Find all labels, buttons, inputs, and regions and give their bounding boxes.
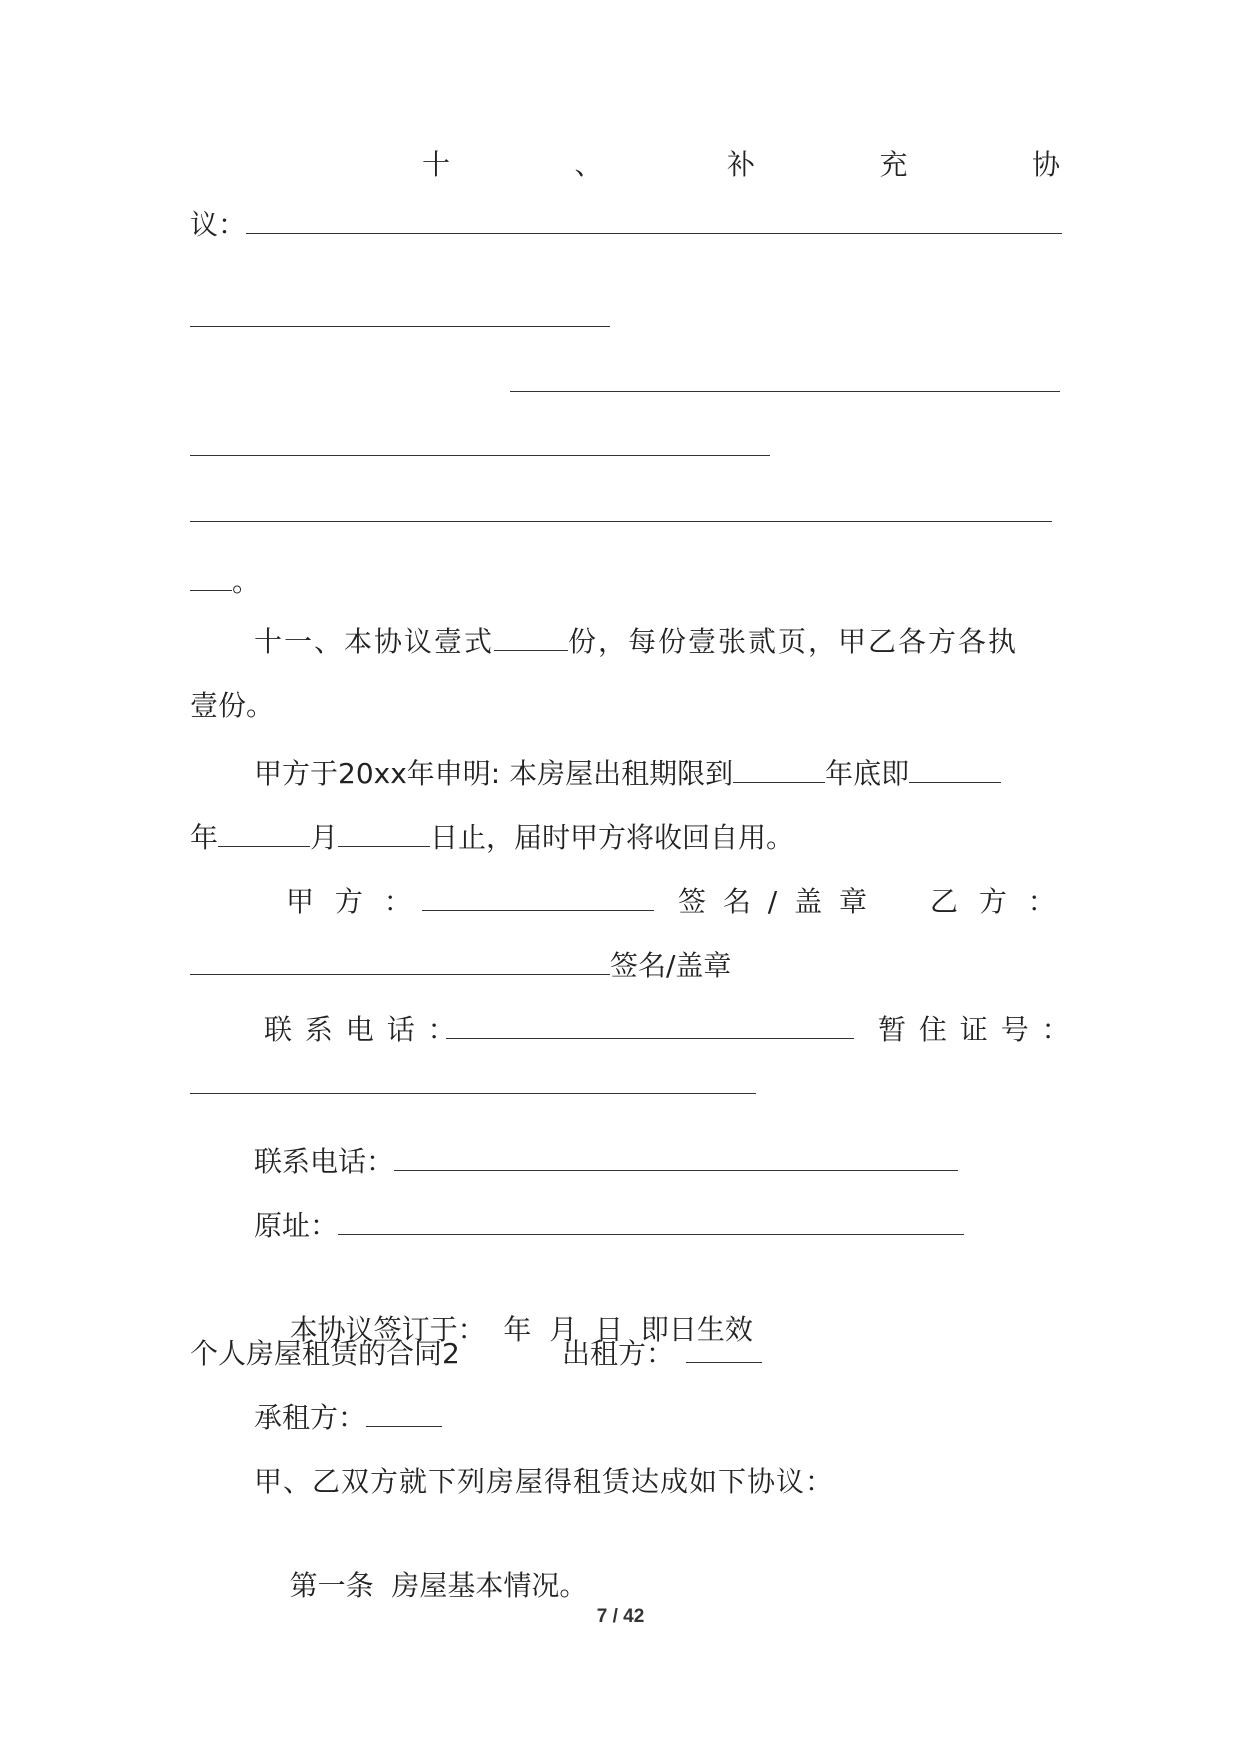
id-label: 暂 住 证 号 ： [878, 1013, 1072, 1046]
declaration-year: 年 [190, 821, 219, 854]
declaration-line-2 [190, 818, 1060, 858]
blank-line [190, 325, 610, 327]
party-signature-line [190, 882, 1060, 922]
clause-11-text-a: 十一、本协议壹式 [254, 625, 495, 658]
declaration-month: 月 [310, 821, 339, 854]
address-line [190, 1206, 1060, 1246]
year-blank [218, 820, 310, 847]
phone-label-2: 联系电话： [254, 1145, 395, 1178]
period: 。 [232, 565, 261, 598]
contract-2-title-line [190, 1334, 1060, 1374]
clause-10-continuation [190, 205, 1060, 245]
signed-date-line [190, 1270, 1060, 1346]
clause-10-char: 充 [879, 148, 908, 181]
declaration-text-c: 日止，届时甲方将收回自用。 [430, 821, 795, 854]
address-blank [338, 1208, 964, 1235]
party-a-blank [422, 884, 654, 911]
clause-11-line-1 [190, 622, 1060, 662]
clause-10-char: 十 [422, 148, 451, 181]
declaration-text-b: 年底即 [825, 757, 910, 790]
lessor-blank [686, 1336, 762, 1363]
phone-id-line [190, 1010, 1072, 1050]
article-1-line [190, 1526, 1060, 1602]
page-number: 7 / 42 [596, 1606, 645, 1627]
lessee-label: 承租方： [254, 1401, 367, 1434]
clause-10-end [190, 562, 1060, 602]
address-label: 原址： [254, 1209, 339, 1242]
year-blank [909, 756, 1001, 783]
clause-11-line-2 [190, 686, 1060, 726]
article-1-text: 第一条 房屋基本情况。 [289, 1569, 588, 1602]
phone-blank [446, 1012, 854, 1039]
year-blank [733, 756, 825, 783]
party-a-label: 甲 方 ： [286, 885, 418, 918]
party-b-blank [190, 948, 610, 975]
phone-line-2 [190, 1142, 1060, 1182]
clause-10-heading [190, 145, 1060, 185]
clause-10-cont-text: 议： [190, 208, 247, 241]
declaration-line-1 [190, 754, 1060, 794]
blank-line [246, 207, 1062, 234]
blank-line [510, 390, 1060, 392]
copies-blank [494, 624, 568, 651]
party-b-label: 乙 方 ： [930, 885, 1062, 918]
contract-2-title: 个人房屋租赁的合同2 [190, 1337, 460, 1370]
clause-10-char: 协 [1031, 148, 1060, 181]
party-a-sign: 签 名 / 盖 章 [678, 885, 872, 918]
id-blank [190, 1092, 756, 1094]
blank-line [190, 454, 770, 456]
party-b-signature-line [190, 946, 1060, 986]
clause-11-text-c: 壹份。 [190, 689, 275, 722]
clause-10-char: 补 [726, 148, 755, 181]
party-b-sign: 签名/盖章 [610, 949, 732, 982]
lessee-blank [366, 1400, 442, 1427]
blank-line [190, 564, 232, 591]
blank-line [190, 520, 1052, 522]
month-blank [338, 820, 430, 847]
declaration-text-a: 甲方于20xx年申明: 本房屋出租期限到 [254, 757, 734, 790]
lessee-line [190, 1398, 1060, 1438]
clause-11-text-b: 份，每份壹张贰页，甲乙各方各执 [568, 625, 1019, 658]
lessor-label: 出租方： [562, 1337, 675, 1370]
contract-2-intro [190, 1462, 1060, 1502]
clause-10-char: 、 [574, 148, 603, 181]
intro-text: 甲、乙双方就下列房屋得租赁达成如下协议： [254, 1465, 835, 1498]
signed-on-text: 本协议签订于： 年 月 日 即日生效 [289, 1313, 753, 1346]
phone-blank [394, 1144, 958, 1171]
phone-label-1: 联 系 电 话 ： [264, 1013, 458, 1046]
